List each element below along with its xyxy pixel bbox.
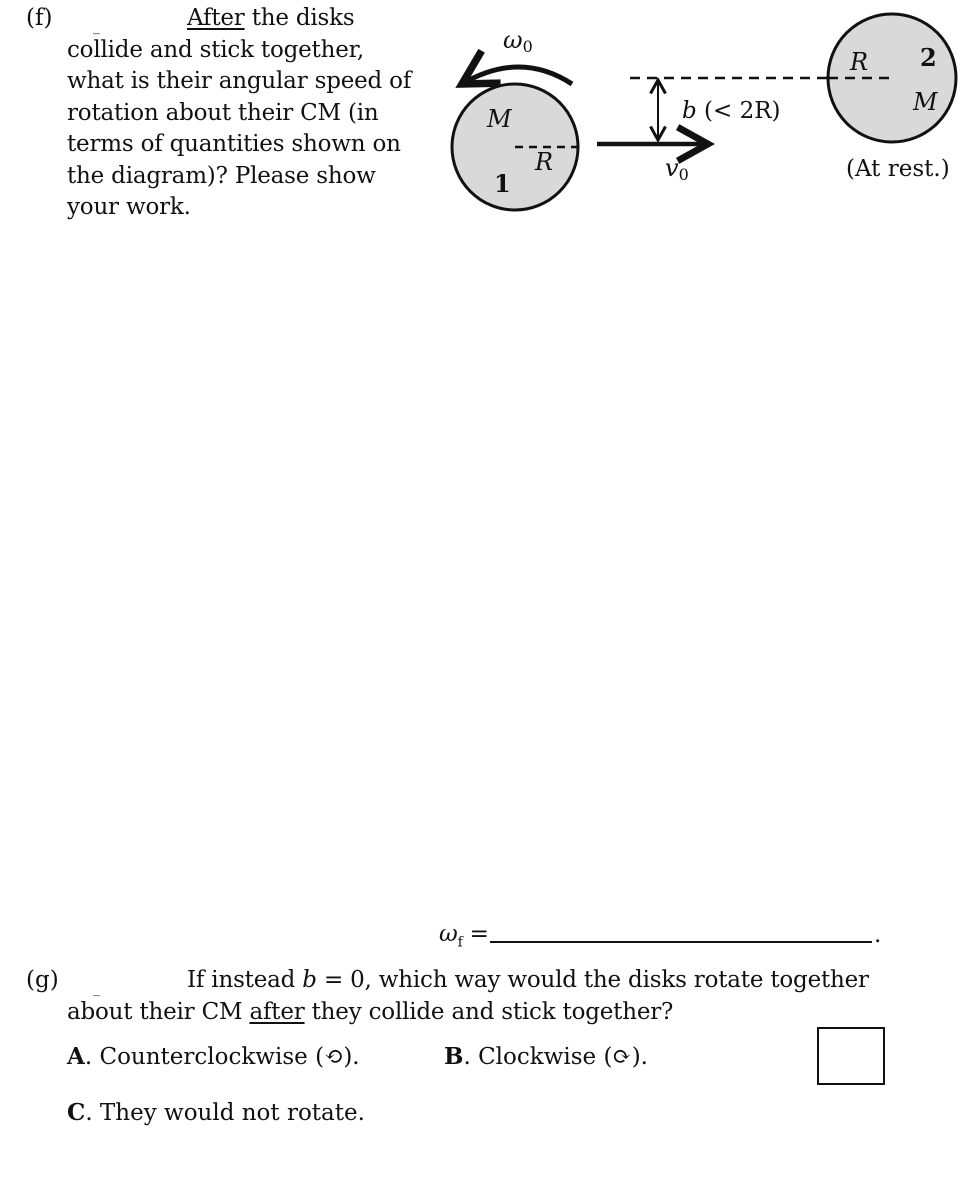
part-g-line-1: If instead b = 0, which way would the disks rotate together [187, 967, 869, 993]
option-a[interactable]: A. Counterclockwise (⟲). [67, 1043, 360, 1070]
disk-1-radius-label: R [535, 148, 554, 176]
question-line-2: collide and stick together, [67, 36, 365, 63]
question-line-6: the diagram)? Please show [67, 162, 376, 189]
disk-2-radius-label: R [850, 48, 869, 76]
question-line-5: terms of quantities shown on [67, 131, 401, 157]
disk-1-number: 1 [494, 169, 511, 198]
blank-mark: _ [93, 19, 100, 35]
disk-2-rest-note: (At rest.) [846, 156, 950, 182]
equals-sign: = [462, 921, 489, 947]
option-c[interactable]: C. They would not rotate. [67, 1099, 365, 1126]
part-f-label: (f) [26, 5, 53, 31]
option-b[interactable]: B. Clockwise (⟳). [444, 1043, 648, 1070]
question-line-4: rotation about their CM (in [67, 99, 379, 126]
omega-symbol: ω [439, 921, 458, 947]
omega-rotation-arrow [462, 67, 572, 84]
impact-parameter-label: b (< 2R) [682, 98, 781, 124]
question-line-3: what is their angular speed of [67, 68, 412, 94]
omega-label: ω0 [503, 26, 533, 56]
omega-f-answer-label [439, 919, 489, 959]
part-g-line-2: about their CM after they collide and stick together? [67, 998, 674, 1025]
disk-2-number: 2 [920, 43, 937, 72]
after-emphasis: After [187, 5, 245, 31]
velocity-label: v0 [665, 154, 689, 184]
question-line-1-rest: the disks [244, 5, 355, 31]
question-line-7: your work. [67, 194, 191, 220]
part-g-question [67, 965, 887, 1028]
answer-box-g[interactable] [817, 1027, 885, 1085]
disk-2-mass-label: M [913, 88, 938, 116]
omega-sub: f [457, 934, 463, 951]
omega-f-answer-field[interactable] [490, 941, 872, 943]
part-g-label: (g) [26, 967, 59, 993]
collision-diagram [0, 0, 976, 240]
blank-mark-g: _ [93, 981, 100, 997]
answer-end-period: . [874, 922, 882, 948]
disk-1-mass-label: M [487, 105, 512, 133]
